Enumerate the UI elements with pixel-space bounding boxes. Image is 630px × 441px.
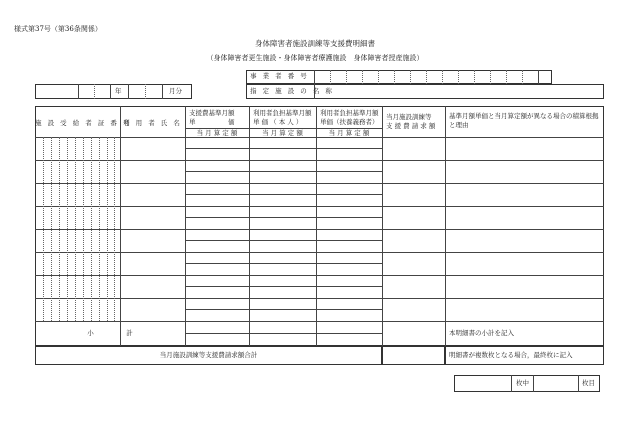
- month-label: 月分: [169, 87, 182, 95]
- subtotal-label: 小 計: [87, 329, 133, 337]
- header-claim-line2: 支 援 費 請 求 額: [386, 122, 436, 130]
- header-support-sub: 当 月 算 定 額: [196, 129, 238, 137]
- header-guard-line2: 単価（扶養義務者）: [320, 118, 379, 126]
- header-self-sub: 当 月 算 定 額: [262, 129, 303, 137]
- header-support-line1: 支援費基準月額: [189, 109, 235, 117]
- header-cert-number: 施 設 受 給 者 証 番 号: [35, 119, 132, 127]
- form-number: 様式第37号（第36条関係）: [14, 25, 102, 33]
- page-number-label: 枚目: [582, 379, 595, 387]
- page-count-label: 枚中: [516, 379, 529, 387]
- header-guard-sub: 当 月 算 定 額: [328, 129, 370, 137]
- header-self-line2: 単 価 （ 本 人 ）: [253, 118, 303, 126]
- grand-total-note: 明細書が複数枚となる場合，最終枚に記入: [449, 351, 573, 359]
- header-claim-line1: 当月施設訓練等: [386, 113, 432, 121]
- form-subtitle: （身体障害者更生施設・身体障害者療護施設 身体障害者授産施設）: [206, 54, 424, 62]
- header-note-line1: 基準月額単価と当月算定額が異なる場合の積算根拠: [449, 112, 599, 120]
- subtotal-note: 本明細書の小計を記入: [449, 329, 514, 337]
- header-support-line2: 単 価: [189, 118, 235, 126]
- header-note-line2: と理由: [449, 121, 469, 129]
- header-user-name: 利 用 者 氏 名: [123, 119, 182, 127]
- header-self-line1: 利用者負担基準月額: [253, 109, 312, 117]
- grand-total-label: 当月施設訓練等支援費請求額合計: [159, 351, 258, 359]
- year-label: 年: [115, 87, 122, 95]
- provider-number-label: 事 業 者 番 号: [250, 72, 309, 80]
- facility-name-label: 指 定 施 設 の 名 称: [250, 87, 334, 95]
- header-guard-line1: 利用者負担基準月額: [320, 109, 379, 117]
- form-title: 身体障害者施設訓練等支援費明細書: [255, 39, 375, 48]
- grand-total-amount: [382, 346, 445, 365]
